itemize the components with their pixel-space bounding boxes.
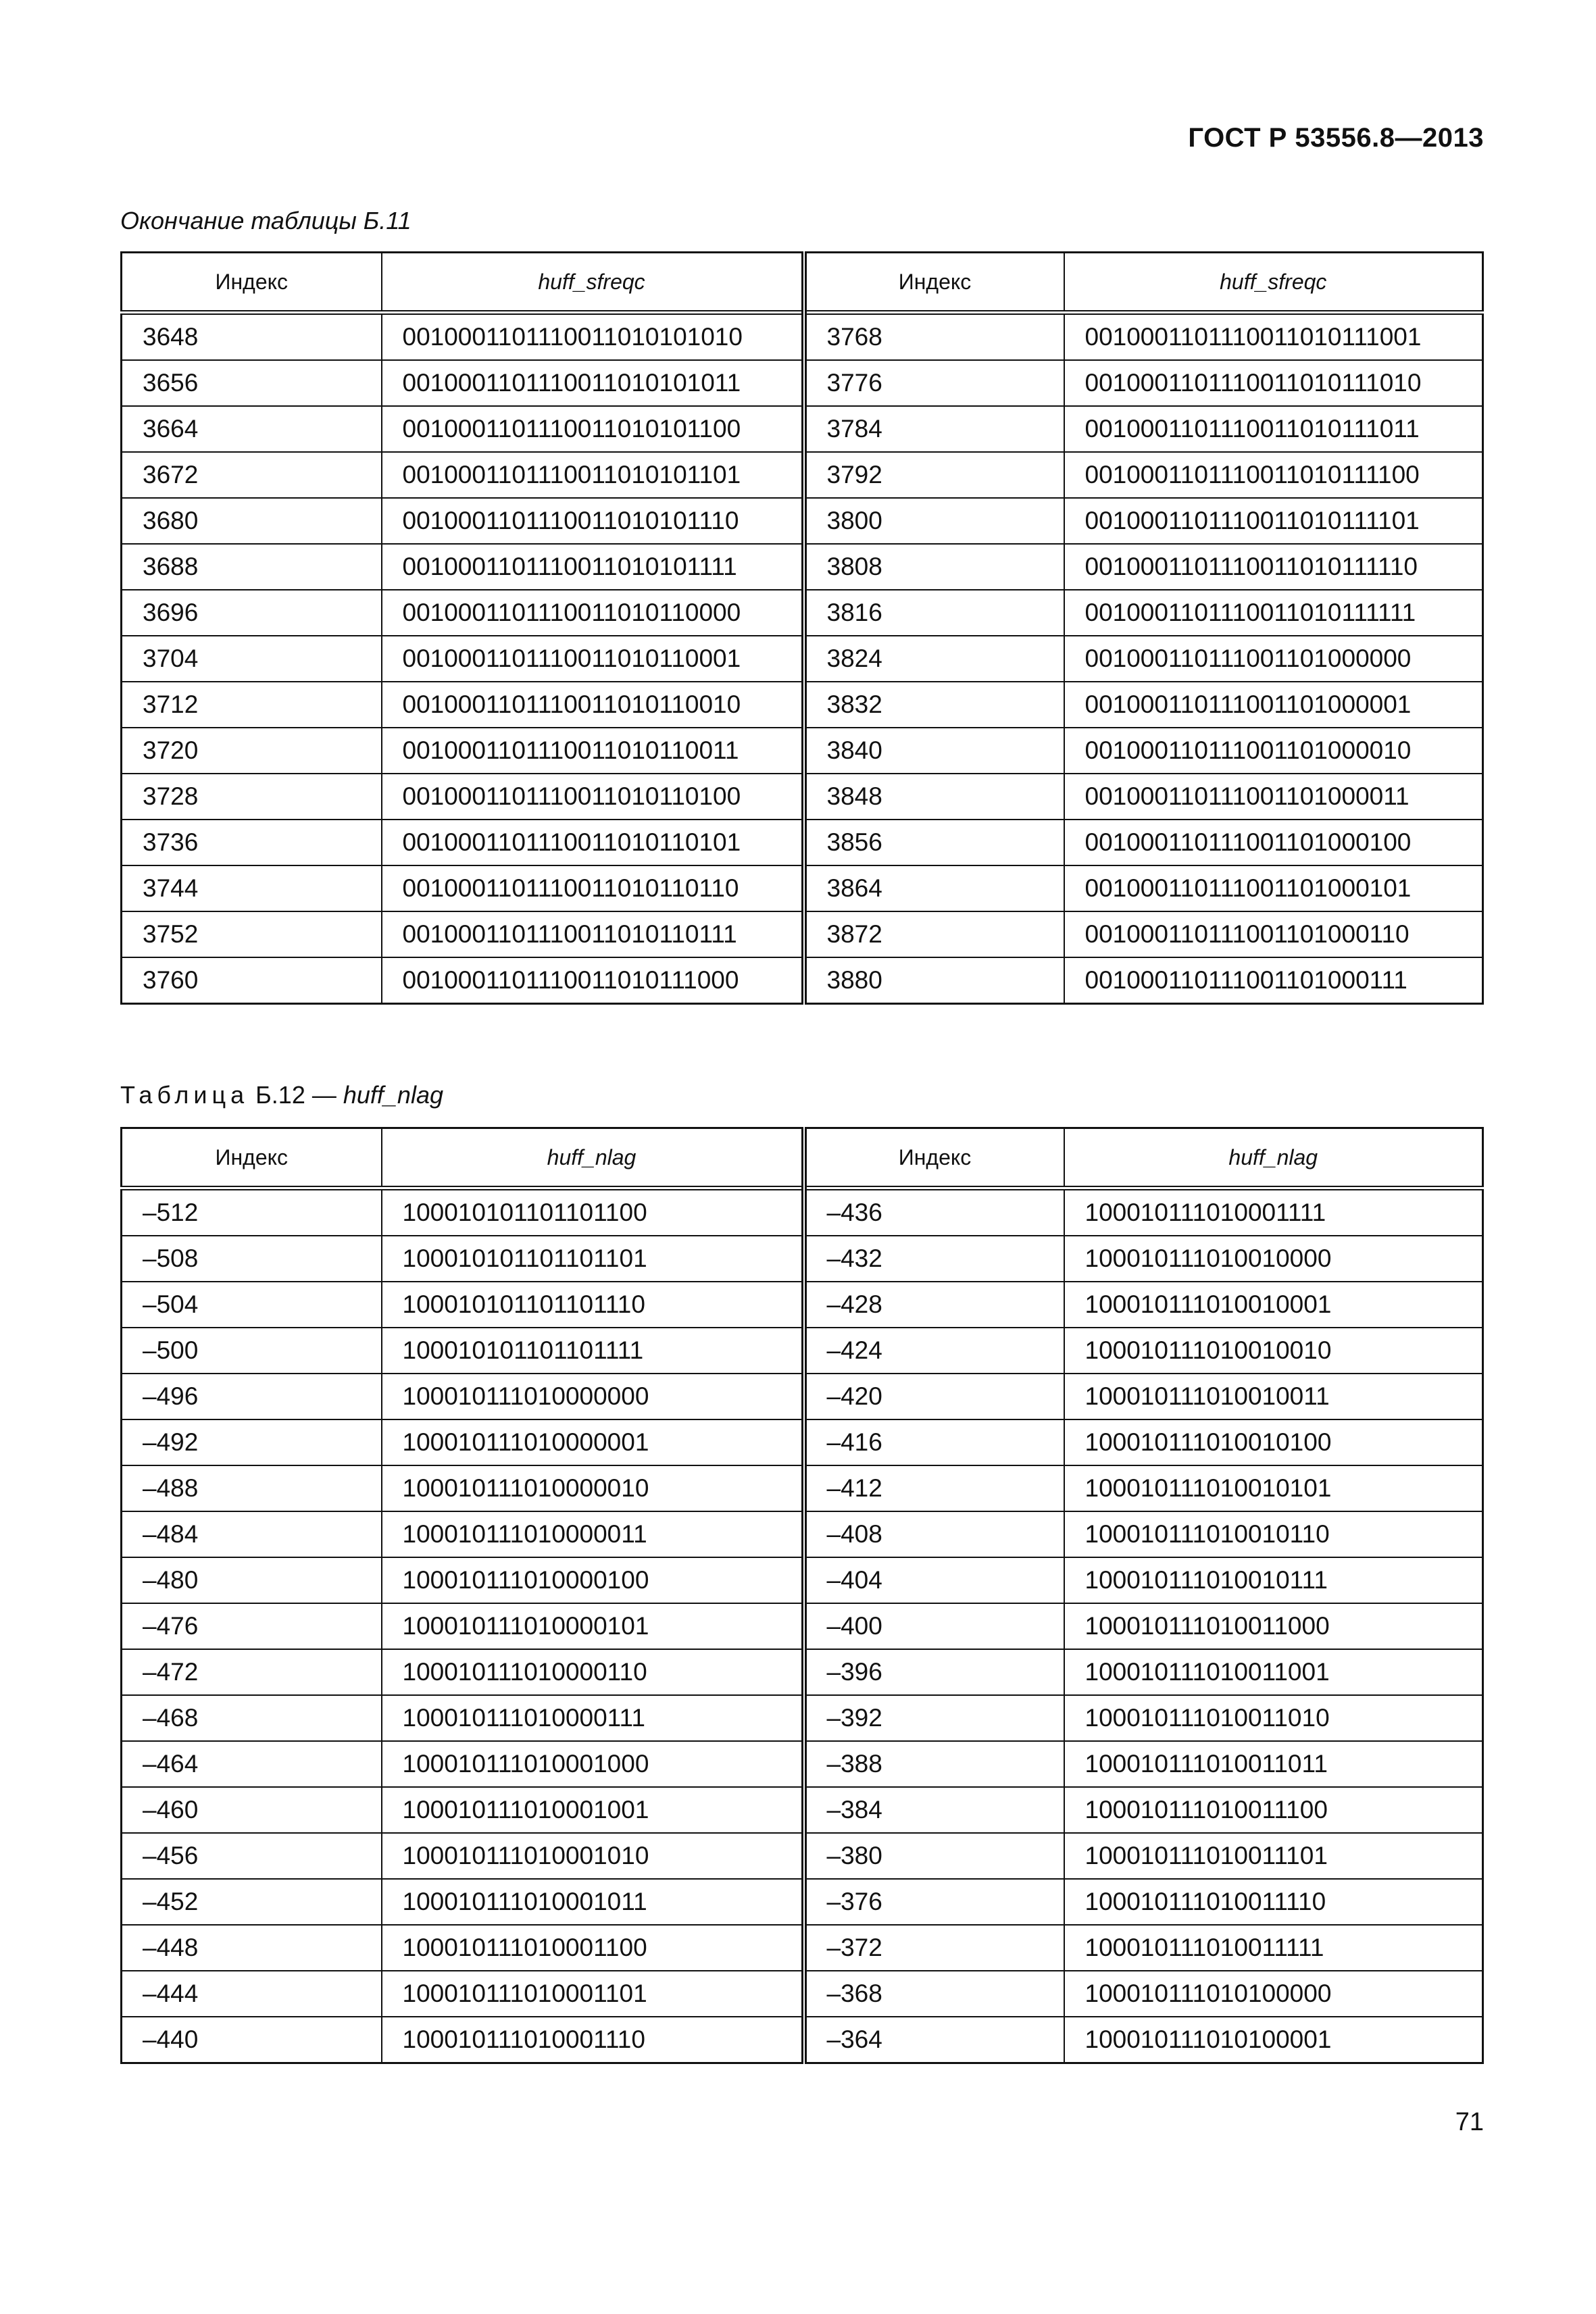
index-cell: 3864 <box>804 865 1064 911</box>
table-row <box>122 1282 1483 1328</box>
code-cell: 0010001101110011010110010 <box>382 682 804 728</box>
table-row <box>122 820 1483 865</box>
table2-caption-name: huff_nlag <box>343 1081 443 1109</box>
table-body <box>122 1188 1483 2063</box>
column-header-code: huff_nlag <box>382 1128 804 1188</box>
index-cell: 3752 <box>122 911 382 957</box>
index-cell: 3856 <box>804 820 1064 865</box>
table-row <box>122 1971 1483 2017</box>
code-cell: 100010111010001111 <box>1064 1188 1483 1236</box>
code-cell: 100010111010010001 <box>1064 1282 1483 1328</box>
index-cell: –492 <box>122 1419 382 1465</box>
code-cell: 100010111010011101 <box>1064 1833 1483 1879</box>
table-row <box>122 911 1483 957</box>
table-row <box>122 1925 1483 1971</box>
index-cell: 3664 <box>122 406 382 452</box>
index-cell: 3792 <box>804 452 1064 498</box>
table-row <box>122 498 1483 544</box>
code-cell: 100010111010000110 <box>382 1649 804 1695</box>
index-cell: –432 <box>804 1236 1064 1282</box>
table-body <box>122 313 1483 1004</box>
code-cell: 100010111010000011 <box>382 1511 804 1557</box>
table-header-row <box>122 1128 1483 1188</box>
index-cell: 3704 <box>122 636 382 682</box>
table-row <box>122 1649 1483 1695</box>
code-cell: 0010001101110011010101011 <box>382 360 804 406</box>
code-cell: 100010111010000000 <box>382 1374 804 1419</box>
table-row <box>122 1557 1483 1603</box>
code-cell: 001000110111001101000011 <box>1064 774 1483 820</box>
code-cell: 100010111010010000 <box>1064 1236 1483 1282</box>
index-cell: –456 <box>122 1833 382 1879</box>
index-cell: 3760 <box>122 957 382 1004</box>
code-cell: 0010001101110011010110110 <box>382 865 804 911</box>
index-cell: –384 <box>804 1787 1064 1833</box>
code-cell: 0010001101110011010101100 <box>382 406 804 452</box>
table-row <box>122 590 1483 636</box>
code-cell: 0010001101110011010111100 <box>1064 452 1483 498</box>
index-cell: 3824 <box>804 636 1064 682</box>
index-cell: –468 <box>122 1695 382 1741</box>
table-row <box>122 957 1483 1004</box>
index-cell: –480 <box>122 1557 382 1603</box>
code-cell: 100010101101101100 <box>382 1188 804 1236</box>
index-cell: –488 <box>122 1465 382 1511</box>
code-cell: 100010111010000010 <box>382 1465 804 1511</box>
code-cell: 100010111010010100 <box>1064 1419 1483 1465</box>
table-row <box>122 774 1483 820</box>
index-cell: –448 <box>122 1925 382 1971</box>
index-cell: 3696 <box>122 590 382 636</box>
code-cell: 0010001101110011010110101 <box>382 820 804 865</box>
index-cell: 3672 <box>122 452 382 498</box>
code-cell: 100010101101101111 <box>382 1328 804 1374</box>
code-cell: 100010111010010111 <box>1064 1557 1483 1603</box>
code-cell: 100010111010010010 <box>1064 1328 1483 1374</box>
code-cell: 100010111010010110 <box>1064 1511 1483 1557</box>
table-row <box>122 2017 1483 2063</box>
code-cell: 0010001101110011010111000 <box>382 957 804 1004</box>
index-cell: 3808 <box>804 544 1064 590</box>
index-cell: –452 <box>122 1879 382 1925</box>
index-cell: –388 <box>804 1741 1064 1787</box>
table-row <box>122 406 1483 452</box>
index-cell: –400 <box>804 1603 1064 1649</box>
code-cell: 100010111010000101 <box>382 1603 804 1649</box>
table-row <box>122 728 1483 774</box>
index-cell: –408 <box>804 1511 1064 1557</box>
code-cell: 0010001101110011010111101 <box>1064 498 1483 544</box>
table-row <box>122 682 1483 728</box>
code-cell: 0010001101110011010110001 <box>382 636 804 682</box>
code-cell: 100010111010100000 <box>1064 1971 1483 2017</box>
index-cell: 3776 <box>804 360 1064 406</box>
code-cell: 100010111010010011 <box>1064 1374 1483 1419</box>
index-cell: –376 <box>804 1879 1064 1925</box>
code-cell: 100010111010011111 <box>1064 1925 1483 1971</box>
index-cell: –396 <box>804 1649 1064 1695</box>
code-cell: 100010111010000100 <box>382 1557 804 1603</box>
index-cell: –404 <box>804 1557 1064 1603</box>
index-cell: 3712 <box>122 682 382 728</box>
code-cell: 100010111010001110 <box>382 2017 804 2063</box>
index-cell: 3744 <box>122 865 382 911</box>
table-row <box>122 360 1483 406</box>
table-row <box>122 1465 1483 1511</box>
code-cell: 100010111010011110 <box>1064 1879 1483 1925</box>
document-code: ГОСТ Р 53556.8—2013 <box>1188 123 1484 153</box>
code-cell: 0010001101110011010101101 <box>382 452 804 498</box>
index-cell: 3832 <box>804 682 1064 728</box>
index-cell: –504 <box>122 1282 382 1328</box>
code-cell: 001000110111001101000001 <box>1064 682 1483 728</box>
index-cell: –460 <box>122 1787 382 1833</box>
table2-caption-number: Б.12 — <box>255 1081 336 1109</box>
index-cell: 3648 <box>122 313 382 361</box>
table2-caption-prefix: Таблица <box>120 1081 249 1109</box>
table-row <box>122 544 1483 590</box>
table-row <box>122 1236 1483 1282</box>
code-cell: 100010111010011011 <box>1064 1741 1483 1787</box>
code-cell: 0010001101110011010101111 <box>382 544 804 590</box>
code-cell: 0010001101110011010111110 <box>1064 544 1483 590</box>
index-cell: 3784 <box>804 406 1064 452</box>
table-row <box>122 313 1483 361</box>
code-cell: 100010111010011001 <box>1064 1649 1483 1695</box>
table-row <box>122 1419 1483 1465</box>
index-cell: –508 <box>122 1236 382 1282</box>
index-cell: 3728 <box>122 774 382 820</box>
code-cell: 0010001101110011010110000 <box>382 590 804 636</box>
index-cell: –428 <box>804 1282 1064 1328</box>
table-row <box>122 1695 1483 1741</box>
code-cell: 100010111010010101 <box>1064 1465 1483 1511</box>
index-cell: –512 <box>122 1188 382 1236</box>
code-cell: 100010111010100001 <box>1064 2017 1483 2063</box>
table-header-row <box>122 253 1483 313</box>
code-cell: 0010001101110011010110111 <box>382 911 804 957</box>
index-cell: –420 <box>804 1374 1064 1419</box>
table-row <box>122 1328 1483 1374</box>
code-cell: 100010111010011100 <box>1064 1787 1483 1833</box>
table-row <box>122 1374 1483 1419</box>
page-number: 71 <box>1455 2108 1484 2136</box>
column-header-code: huff_nlag <box>1064 1128 1483 1188</box>
code-cell: 0010001101110011010101010 <box>382 313 804 361</box>
table-row <box>122 1787 1483 1833</box>
index-cell: 3800 <box>804 498 1064 544</box>
code-cell: 0010001101110011010110100 <box>382 774 804 820</box>
code-cell: 100010111010001100 <box>382 1925 804 1971</box>
table1-caption: Окончание таблицы Б.11 <box>120 207 412 234</box>
table-row <box>122 636 1483 682</box>
column-header-index: Индекс <box>804 253 1064 313</box>
index-cell: –364 <box>804 2017 1064 2063</box>
code-cell: 100010111010000001 <box>382 1419 804 1465</box>
table-row <box>122 865 1483 911</box>
index-cell: 3680 <box>122 498 382 544</box>
table2-caption <box>120 1081 443 1109</box>
code-cell: 100010101101101101 <box>382 1236 804 1282</box>
table-row <box>122 1511 1483 1557</box>
index-cell: –380 <box>804 1833 1064 1879</box>
index-cell: –416 <box>804 1419 1064 1465</box>
code-cell: 0010001101110011010111111 <box>1064 590 1483 636</box>
index-cell: 3880 <box>804 957 1064 1004</box>
code-cell: 100010111010000111 <box>382 1695 804 1741</box>
table-row <box>122 1741 1483 1787</box>
index-cell: –476 <box>122 1603 382 1649</box>
index-cell: 3736 <box>122 820 382 865</box>
code-cell: 100010111010001011 <box>382 1879 804 1925</box>
code-cell: 100010111010001000 <box>382 1741 804 1787</box>
code-cell: 001000110111001101000110 <box>1064 911 1483 957</box>
column-header-index: Индекс <box>122 1128 382 1188</box>
index-cell: –436 <box>804 1188 1064 1236</box>
code-cell: 001000110111001101000100 <box>1064 820 1483 865</box>
index-cell: 3872 <box>804 911 1064 957</box>
index-cell: 3848 <box>804 774 1064 820</box>
column-header-code: huff_sfreqc <box>382 253 804 313</box>
code-cell: 0010001101110011010111001 <box>1064 313 1483 361</box>
code-cell: 100010111010001001 <box>382 1787 804 1833</box>
code-cell: 0010001101110011010111011 <box>1064 406 1483 452</box>
index-cell: –472 <box>122 1649 382 1695</box>
code-cell: 100010111010001010 <box>382 1833 804 1879</box>
code-cell: 001000110111001101000111 <box>1064 957 1483 1004</box>
table-b12 <box>120 1127 1484 2064</box>
index-cell: –440 <box>122 2017 382 2063</box>
column-header-index: Индекс <box>122 253 382 313</box>
index-cell: 3688 <box>122 544 382 590</box>
code-cell: 100010111010011000 <box>1064 1603 1483 1649</box>
index-cell: 3768 <box>804 313 1064 361</box>
code-cell: 0010001101110011010101110 <box>382 498 804 544</box>
index-cell: –368 <box>804 1971 1064 2017</box>
column-header-index: Индекс <box>804 1128 1064 1188</box>
index-cell: 3840 <box>804 728 1064 774</box>
table-row <box>122 452 1483 498</box>
code-cell: 001000110111001101000101 <box>1064 865 1483 911</box>
table-row <box>122 1879 1483 1925</box>
index-cell: –464 <box>122 1741 382 1787</box>
index-cell: –496 <box>122 1374 382 1419</box>
code-cell: 100010111010011010 <box>1064 1695 1483 1741</box>
index-cell: –424 <box>804 1328 1064 1374</box>
index-cell: –484 <box>122 1511 382 1557</box>
table-row <box>122 1603 1483 1649</box>
index-cell: 3720 <box>122 728 382 774</box>
index-cell: –412 <box>804 1465 1064 1511</box>
index-cell: 3816 <box>804 590 1064 636</box>
column-header-code: huff_sfreqc <box>1064 253 1483 313</box>
index-cell: –500 <box>122 1328 382 1374</box>
index-cell: 3656 <box>122 360 382 406</box>
code-cell: 100010101101101110 <box>382 1282 804 1328</box>
code-cell: 001000110111001101000010 <box>1064 728 1483 774</box>
table-row <box>122 1833 1483 1879</box>
code-cell: 0010001101110011010111010 <box>1064 360 1483 406</box>
index-cell: –444 <box>122 1971 382 2017</box>
table-b11-end <box>120 251 1484 1005</box>
code-cell: 001000110111001101000000 <box>1064 636 1483 682</box>
table-row <box>122 1188 1483 1236</box>
index-cell: –372 <box>804 1925 1064 1971</box>
code-cell: 100010111010001101 <box>382 1971 804 2017</box>
code-cell: 0010001101110011010110011 <box>382 728 804 774</box>
index-cell: –392 <box>804 1695 1064 1741</box>
